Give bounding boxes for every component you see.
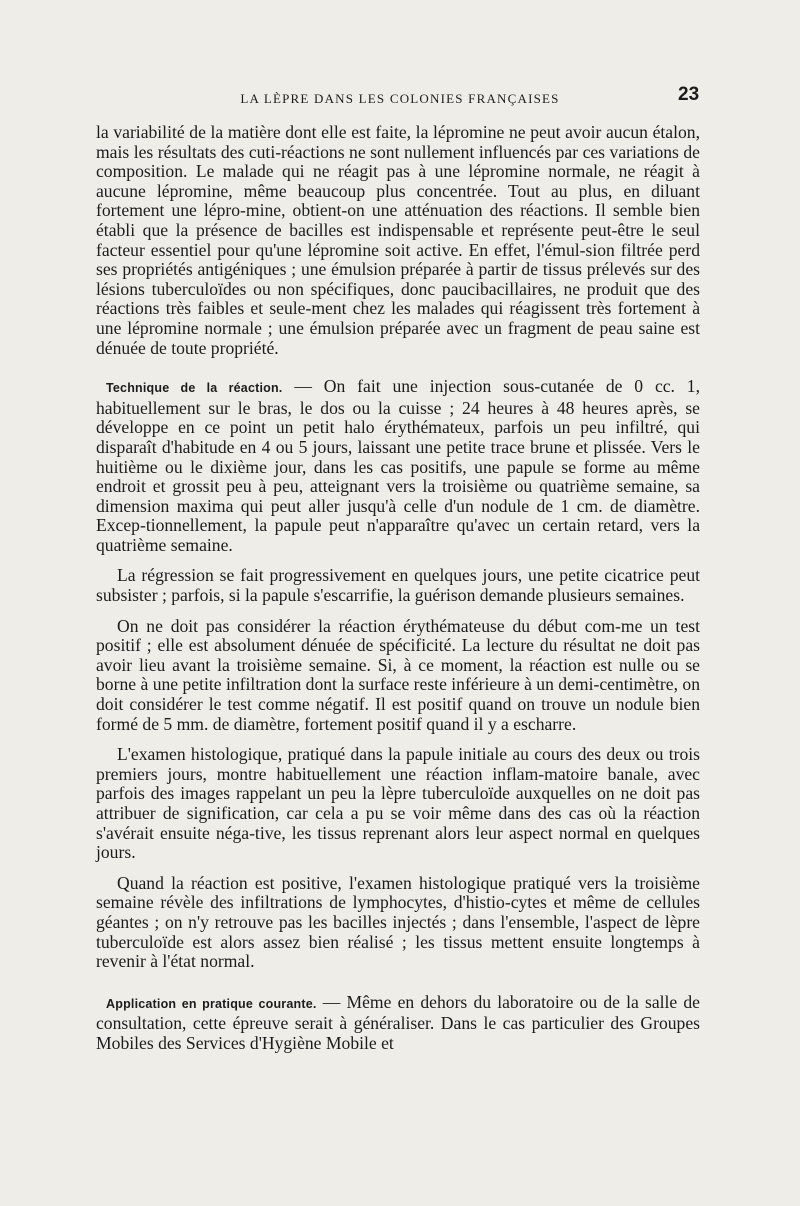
paragraph-variabilite: la variabilité de la matière dont elle est faite, la lépromine ne peut avoir aucun étalon, mais les résultats des cuti-réactions ne sont nullement influencés par ces variations de composition. Le malade qui ne réagit pas à une lépromine normale, ne réagit à aucune lépromine, même beaucoup plus concentrée. Tout au plus, en diluant fortement une lépro-mine, obtient-on une atténuation des réactions. Il semble bien établi que la présence de bacilles est indispensable et représente peut-être le seul facteur essentiel pour qu'une lépromine soit active. En effet, l'émul-sion filtrée perd ses propriétés antigéniques ; une émulsion préparée à partir de tissus prélevés sur des lésions tuberculoïdes ou non spécifiques, donc paucibacillaires, ne produit que des réactions très faibles et seule-ment chez les malades qui réagissent très fortement à une lépromine normale ; une émulsion préparée avec un fragment de peau saine est dénuée de toute propriété. (96, 122, 700, 358)
section-heading-application: Application en pratique courante. (106, 996, 317, 1011)
paragraph-application-text: Même en dehors du laboratoire ou de la salle de consultation, cette épreuve serait à généraliser. Dans le cas particulier des Groupes Mobiles des Services d'Hygiène Mobile et (96, 991, 700, 1053)
paragraph-application (96, 993, 700, 1054)
running-title: LA LÈPRE DANS LES COLONIES FRANÇAISES (240, 91, 560, 106)
heading-dash: — (322, 991, 341, 1012)
section-heading-technique: Technique de la réaction. (106, 381, 283, 396)
heading-dash: — (294, 376, 312, 397)
paragraph-technique (96, 377, 700, 555)
paragraph-regression: La régression se fait progressivement en quelques jours, une petite cicatrice peut subsister ; parfois, si la papule s'escarrifie, la guérison demande plusieurs semaines. (96, 565, 700, 606)
page-number: 23 (678, 84, 700, 105)
body-text (96, 123, 700, 1054)
paragraph-lecture: On ne doit pas considérer la réaction érythémateuse du début com-me un test positif ; elle est absolument dénuée de spécificité. La lecture du résultat ne doit pas avoir lieu avant la troisième semaine. Si, à ce moment, la réaction est nulle ou se borne à une petite infiltration dont la surface reste inférieure à un demi-centimètre, on doit considérer le test comme négatif. Il est positif quand on trouve un nodule bien formé de 5 mm. de diamètre, fortement positif quand il y a escharre. (96, 615, 700, 734)
paragraph-histologie-initiale: L'examen histologique, pratiqué dans la papule initiale au cours des deux ou trois premiers jours, montre habituellement une réaction inflam-matoire banale, avec parfois des images rappelant un peu la lèpre tuberculoïde auxquelles on ne doit pas attribuer de signification, car cela a pu se voir même dans des cas où la réaction s'avérait ensuite néga-tive, les tissus reprenant alors leur aspect normal en quelques jours. (96, 744, 700, 863)
paragraph-histologie-positive: Quand la réaction est positive, l'examen histologique pratiqué vers la troisième semaine révèle des infiltrations de lymphocytes, d'histio-cytes et même de cellules géantes ; on n'y retrouve pas les bacilles injectés ; dans l'ensemble, l'aspect de lèpre tuberculoïde est alors assez bien réalisé ; les tissus mettent ensuite longtemps à revenir à l'état normal. (96, 872, 700, 972)
paragraph-technique-text: On fait une injection sous-cutanée de 0 cc. 1, habituellement sur le bras, le dos ou la cuisse ; 24 heures à 48 heures après, se développe en ce point un petit halo érythémateux, parfois un peu infiltré, qui disparaît d'habitude en 4 ou 5 jours, laissant une petite trace brune et plissée. Vers le huitième ou le dixième jour, dans les cas positifs, une papule se forme au même endroit et grossit peu à peu, atteignant vers la troisième ou quatrième semaine, sa dimension maxima qui peut aller jusqu'à celle d'un nodule de 1 cm. de diamètre. Excep-tionnellement, la papule peut n'apparaître qu'avec un certain retard, vers la quatrième semaine. (96, 376, 701, 555)
